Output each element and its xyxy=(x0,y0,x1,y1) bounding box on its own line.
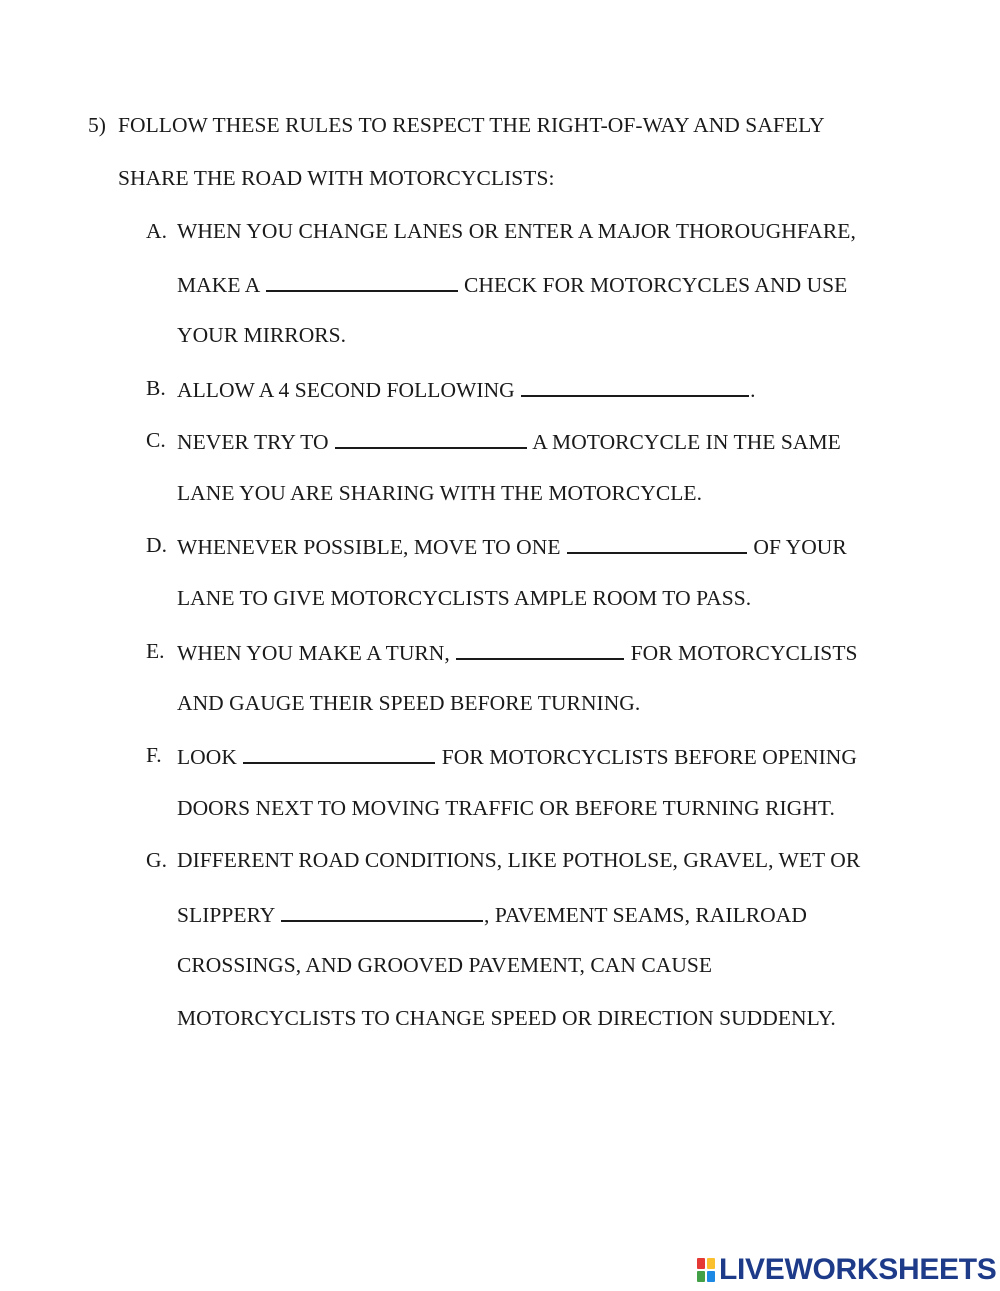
item-a-text-2-before: MAKE A xyxy=(177,273,260,297)
liveworksheets-logo-icon xyxy=(697,1258,715,1282)
item-d-line-2: LANE TO GIVE MOTORCYCLISTS AMPLE ROOM TO PASS. xyxy=(177,586,752,610)
item-g-letter: G. xyxy=(146,848,168,872)
question-number: 5) xyxy=(88,113,107,137)
item-c-text-1 xyxy=(177,427,841,455)
item-g-text-2-before: SLIPPERY xyxy=(177,903,275,927)
item-d-text-before: WHENEVER POSSIBLE, MOVE TO ONE xyxy=(177,535,561,559)
item-f-text-1 xyxy=(177,742,857,770)
item-c-text-before: NEVER TRY TO xyxy=(177,430,329,454)
item-f-blank[interactable] xyxy=(243,742,435,764)
item-b-blank[interactable] xyxy=(521,375,749,397)
item-e-text-1 xyxy=(177,638,858,666)
item-c-text-after: A MOTORCYCLE IN THE SAME xyxy=(532,430,841,454)
item-e-line-2: AND GAUGE THEIR SPEED BEFORE TURNING. xyxy=(177,691,641,715)
item-g-line-2 xyxy=(177,900,807,928)
item-a-letter: A. xyxy=(146,219,168,243)
item-f-letter: F. xyxy=(146,743,162,767)
item-a-line-2 xyxy=(177,270,847,298)
item-a-blank[interactable] xyxy=(266,270,458,292)
logo-block-red xyxy=(697,1258,705,1269)
item-b-text-1 xyxy=(177,375,756,403)
item-b-text-after: . xyxy=(750,378,756,402)
logo-block-yellow xyxy=(707,1258,715,1269)
item-d-text-after: OF YOUR xyxy=(753,535,847,559)
item-d-blank[interactable] xyxy=(567,532,747,554)
item-c-blank[interactable] xyxy=(335,427,527,449)
item-g-line-4: MOTORCYCLISTS TO CHANGE SPEED OR DIRECTION SUDDENLY. xyxy=(177,1006,836,1030)
item-a-text-1: WHEN YOU CHANGE LANES OR ENTER A MAJOR THOROUGHFARE, xyxy=(177,219,856,243)
item-d-letter: D. xyxy=(146,533,168,557)
item-a-text-2-after: CHECK FOR MOTORCYCLES AND USE xyxy=(464,273,848,297)
item-d-text-1 xyxy=(177,532,847,560)
item-c-line-2: LANE YOU ARE SHARING WITH THE MOTORCYCLE. xyxy=(177,481,703,505)
item-e-blank[interactable] xyxy=(456,638,624,660)
item-f-line-2: DOORS NEXT TO MOVING TRAFFIC OR BEFORE TURNING RIGHT. xyxy=(177,796,835,820)
liveworksheets-wordmark: LIVEWORKSHEETS xyxy=(719,1253,997,1286)
item-a-line-3: YOUR MIRRORS. xyxy=(177,323,347,347)
item-f-text-after: FOR MOTORCYCLISTS BEFORE OPENING xyxy=(441,745,857,769)
item-e-text-before: WHEN YOU MAKE A TURN, xyxy=(177,641,450,665)
item-e-letter: E. xyxy=(146,639,165,663)
item-g-blank[interactable] xyxy=(281,900,483,922)
question-line-2: SHARE THE ROAD WITH MOTORCYCLISTS: xyxy=(118,166,555,190)
item-f-text-before: LOOK xyxy=(177,745,237,769)
item-e-text-after: FOR MOTORCYCLISTS xyxy=(630,641,858,665)
item-g-text-2-after: , PAVEMENT SEAMS, RAILROAD xyxy=(484,903,807,927)
item-b-text-before: ALLOW A 4 SECOND FOLLOWING xyxy=(177,378,515,402)
item-g-line-3: CROSSINGS, AND GROOVED PAVEMENT, CAN CAUSE xyxy=(177,953,713,977)
item-b-letter: B. xyxy=(146,376,166,400)
logo-block-green xyxy=(697,1271,705,1282)
item-g-text-1: DIFFERENT ROAD CONDITIONS, LIKE POTHOLSE, GRAVEL, WET OR xyxy=(177,848,861,872)
item-c-letter: C. xyxy=(146,428,166,452)
question-text-1: FOLLOW THESE RULES TO RESPECT THE RIGHT-OF-WAY AND SAFELY xyxy=(118,113,825,137)
liveworksheets-brand xyxy=(697,1252,997,1288)
logo-block-blue xyxy=(707,1271,715,1282)
